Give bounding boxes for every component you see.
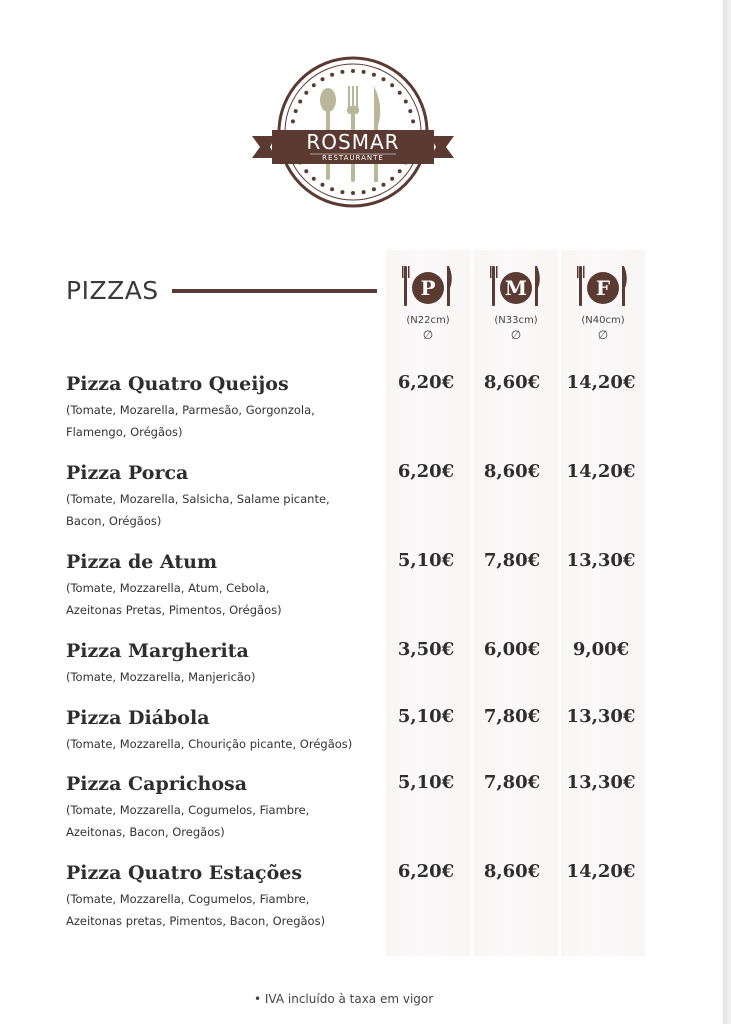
column-large-background	[561, 250, 645, 956]
price-medium: 8,60€	[483, 372, 541, 393]
diameter-symbol: ∅	[510, 328, 522, 342]
logo-star	[304, 91, 308, 95]
logo-star	[390, 177, 394, 181]
item-description-line: (Tomate, Mozzarella, Atum, Cebola,	[66, 581, 270, 595]
item-name: Pizza Diábola	[66, 707, 210, 729]
logo-star	[398, 91, 402, 95]
price-small: 6,20€	[397, 461, 455, 482]
size-letter-badge: M	[500, 272, 532, 304]
price-large: 13,30€	[566, 550, 636, 571]
price-medium: 7,80€	[483, 550, 541, 571]
item-name: Pizza Margherita	[66, 640, 249, 662]
item-description	[66, 577, 386, 621]
price-medium: 7,80€	[483, 706, 541, 727]
section-divider	[172, 289, 377, 293]
item-description-line: (Tomate, Mozzarella, Chourição picante, Orégãos)	[66, 737, 353, 751]
size-label: (N22cm)	[406, 315, 450, 326]
logo-star	[408, 109, 412, 113]
logo-star	[362, 190, 366, 194]
cutlery-icon	[575, 262, 631, 312]
size-label: (N40cm)	[581, 315, 625, 326]
item-description-line: Azeitonas Pretas, Pimentos, Orégãos)	[66, 603, 282, 617]
item-description-line: Bacon, Orégãos)	[66, 514, 162, 528]
cutlery-icon	[400, 262, 456, 312]
menu-item	[66, 460, 386, 532]
logo-star	[362, 70, 366, 74]
item-description-line: Azeitonas, Bacon, Oregãos)	[66, 825, 225, 839]
item-description-line: (Tomate, Mozzarella, Cogumelos, Fiambre,	[66, 803, 310, 817]
item-description	[66, 399, 386, 443]
logo-star	[298, 100, 302, 104]
menu-item	[66, 860, 386, 932]
size-header-large	[561, 262, 645, 343]
logo-star	[321, 183, 325, 187]
item-description	[66, 488, 386, 532]
logo-star	[340, 190, 344, 194]
logo-star	[321, 77, 325, 81]
logo-star	[372, 73, 376, 77]
size-letter-badge: P	[412, 272, 444, 304]
price-medium: 6,00€	[483, 639, 541, 660]
logo-star	[291, 119, 295, 123]
logo-star	[330, 73, 334, 77]
logo-star	[312, 83, 316, 87]
vat-footnote: • IVA incluído à taxa em vigor	[254, 992, 434, 1006]
price-medium: 7,80€	[483, 772, 541, 793]
logo-star	[351, 191, 355, 195]
item-name: Pizza Quatro Estações	[66, 862, 303, 884]
item-name: Pizza Quatro Queijos	[66, 373, 289, 395]
logo-star	[398, 169, 402, 173]
item-description-line: (Tomate, Mozarella, Parmesão, Gorgonzola,	[66, 403, 315, 417]
logo-star	[382, 77, 386, 81]
size-label: (N33cm)	[494, 315, 538, 326]
logo-star	[340, 70, 344, 74]
item-description	[66, 888, 386, 932]
price-large: 14,20€	[566, 461, 636, 482]
section-title: PIZZAS	[66, 276, 159, 305]
logo-star	[312, 177, 316, 181]
item-description	[66, 733, 386, 755]
price-small: 5,10€	[397, 772, 455, 793]
price-large: 9,00€	[572, 639, 630, 660]
item-description-line: Flamengo, Orégãos)	[66, 425, 183, 439]
logo-brand-subtitle: RESTAURANTE	[322, 154, 384, 162]
menu-item	[66, 705, 386, 755]
column-small-background	[386, 250, 470, 956]
logo-star	[390, 83, 394, 87]
logo-star	[372, 187, 376, 191]
menu-item	[66, 371, 386, 443]
price-medium: 8,60€	[483, 461, 541, 482]
rosmar-logo	[250, 56, 456, 212]
logo-star	[351, 69, 355, 73]
logo-star	[411, 119, 415, 123]
item-description	[66, 666, 386, 688]
menu-item	[66, 638, 386, 688]
item-description-line: (Tomate, Mozzarella, Manjericão)	[66, 670, 256, 684]
logo-star	[294, 109, 298, 113]
item-name: Pizza Porca	[66, 462, 189, 484]
logo-brand-name: ROSMAR	[306, 130, 400, 154]
price-large: 14,20€	[566, 372, 636, 393]
size-letter-badge: F	[587, 272, 619, 304]
logo-star	[330, 187, 334, 191]
item-description-line: (Tomate, Mozarella, Salsicha, Salame picante,	[66, 492, 330, 506]
size-header-small	[386, 262, 470, 343]
item-name: Pizza de Atum	[66, 551, 218, 573]
price-medium: 8,60€	[483, 861, 541, 882]
item-name: Pizza Caprichosa	[66, 773, 248, 795]
size-header-medium	[474, 262, 558, 343]
price-large: 13,30€	[566, 772, 636, 793]
column-medium-background	[474, 250, 558, 956]
item-description	[66, 799, 386, 843]
menu-item	[66, 549, 386, 621]
logo-star	[404, 100, 408, 104]
logo-star	[304, 169, 308, 173]
price-small: 6,20€	[397, 372, 455, 393]
logo-star	[382, 183, 386, 187]
item-description-line: Azeitonas pretas, Pimentos, Bacon, Oregãos)	[66, 914, 326, 928]
price-small: 6,20€	[397, 861, 455, 882]
menu-item	[66, 771, 386, 843]
price-small: 5,10€	[397, 706, 455, 727]
price-large: 13,30€	[566, 706, 636, 727]
price-large: 14,20€	[566, 861, 636, 882]
diameter-symbol: ∅	[422, 328, 434, 342]
page-edge-shadow	[723, 0, 731, 1024]
diameter-symbol: ∅	[597, 328, 609, 342]
item-description-line: (Tomate, Mozzarella, Cogumelos, Fiambre,	[66, 892, 310, 906]
cutlery-icon	[488, 262, 544, 312]
price-small: 3,50€	[397, 639, 455, 660]
price-small: 5,10€	[397, 550, 455, 571]
